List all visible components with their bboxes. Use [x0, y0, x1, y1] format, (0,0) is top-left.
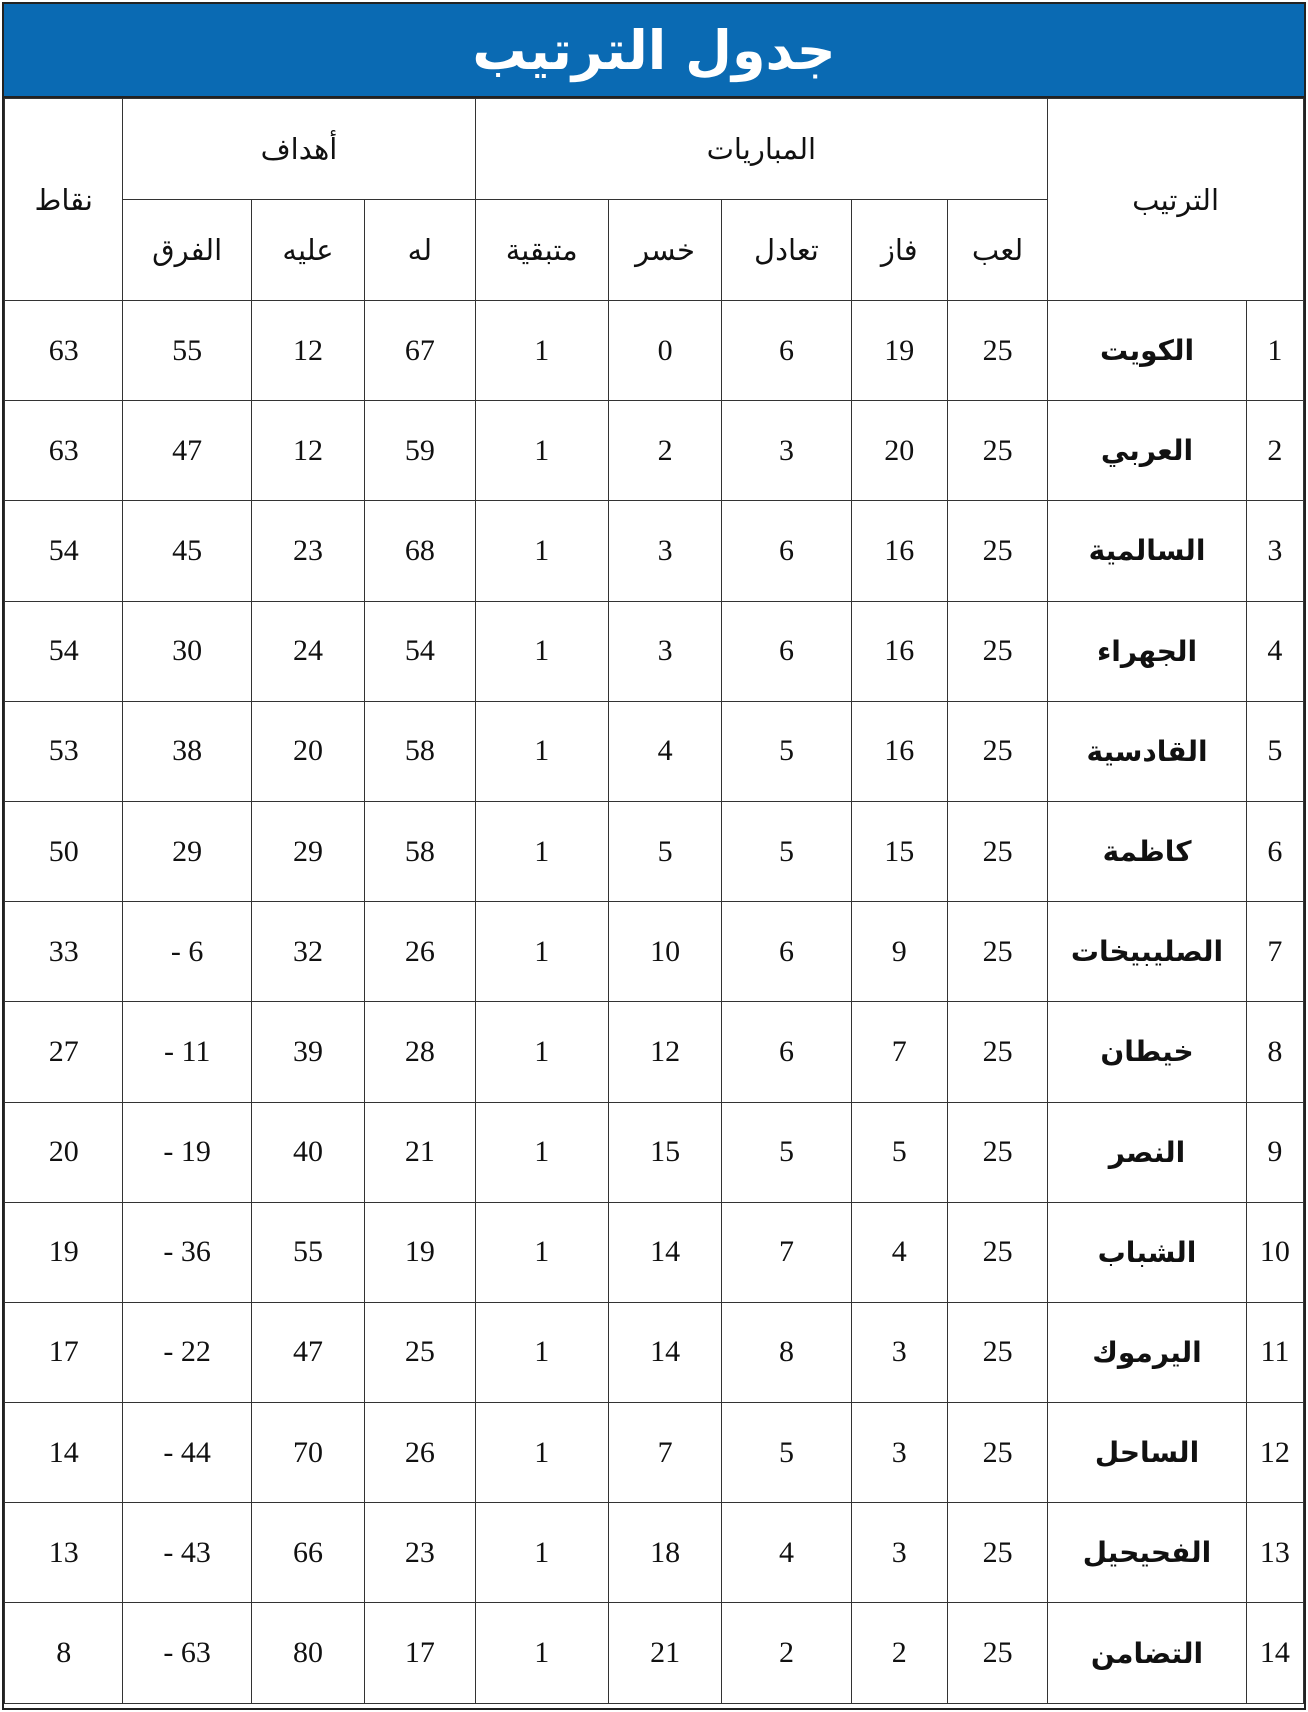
points-cell: 14 — [5, 1403, 123, 1503]
goals-against-cell: 12 — [251, 401, 364, 501]
played-cell: 25 — [947, 701, 1047, 801]
standings-body — [5, 301, 1304, 1704]
played-cell: 25 — [947, 1202, 1047, 1302]
drawn-cell: 2 — [722, 1603, 851, 1703]
table-row — [5, 1403, 1304, 1503]
goals-against-cell: 23 — [251, 501, 364, 601]
won-cell: 16 — [851, 601, 947, 701]
goal-diff-cell: 30 — [123, 601, 251, 701]
won-cell: 16 — [851, 501, 947, 601]
drawn-cell: 6 — [722, 301, 851, 401]
won-cell: 3 — [851, 1503, 947, 1603]
drawn-cell: 5 — [722, 801, 851, 901]
remaining-cell: 1 — [475, 902, 608, 1002]
remaining-cell: 1 — [475, 1102, 608, 1202]
points-cell: 63 — [5, 301, 123, 401]
rank-cell: 2 — [1246, 401, 1303, 501]
team-cell: كاظمة — [1048, 801, 1247, 901]
rank-cell: 8 — [1246, 1002, 1303, 1102]
lost-cell: 14 — [608, 1202, 721, 1302]
team-cell: الكويت — [1048, 301, 1247, 401]
drawn-cell: 4 — [722, 1503, 851, 1603]
standings-frame — [2, 2, 1306, 1710]
goals-against-cell: 40 — [251, 1102, 364, 1202]
rank-cell: 9 — [1246, 1102, 1303, 1202]
team-cell: الفحيحيل — [1048, 1503, 1247, 1603]
played-cell: 25 — [947, 902, 1047, 1002]
played-cell: 25 — [947, 1102, 1047, 1202]
rank-cell: 14 — [1246, 1603, 1303, 1703]
lost-cell: 3 — [608, 601, 721, 701]
header-matches: المباريات — [475, 99, 1048, 200]
goals-for-cell: 58 — [365, 701, 475, 801]
won-cell: 3 — [851, 1302, 947, 1402]
rank-cell: 1 — [1246, 301, 1303, 401]
team-cell: التضامن — [1048, 1603, 1247, 1703]
remaining-cell: 1 — [475, 301, 608, 401]
goals-for-cell: 59 — [365, 401, 475, 501]
lost-cell: 3 — [608, 501, 721, 601]
page-title: جدول الترتيب — [4, 4, 1304, 98]
remaining-cell: 1 — [475, 1503, 608, 1603]
drawn-cell: 8 — [722, 1302, 851, 1402]
header-remaining: متبقية — [475, 200, 608, 301]
rank-cell: 7 — [1246, 902, 1303, 1002]
points-cell: 8 — [5, 1603, 123, 1703]
goals-against-cell: 12 — [251, 301, 364, 401]
table-row — [5, 701, 1304, 801]
won-cell: 3 — [851, 1403, 947, 1503]
goals-for-cell: 25 — [365, 1302, 475, 1402]
goals-against-cell: 47 — [251, 1302, 364, 1402]
goals-against-cell: 70 — [251, 1403, 364, 1503]
header-lost: خسر — [608, 200, 721, 301]
table-row — [5, 801, 1304, 901]
points-cell: 63 — [5, 401, 123, 501]
table-row — [5, 601, 1304, 701]
rank-cell: 3 — [1246, 501, 1303, 601]
table-row — [5, 1002, 1304, 1102]
played-cell: 25 — [947, 1302, 1047, 1402]
played-cell: 25 — [947, 1603, 1047, 1703]
goals-for-cell: 58 — [365, 801, 475, 901]
team-cell: السالمية — [1048, 501, 1247, 601]
played-cell: 25 — [947, 401, 1047, 501]
goal-diff-cell: 22 - — [123, 1302, 251, 1402]
points-cell: 54 — [5, 601, 123, 701]
rank-cell: 5 — [1246, 701, 1303, 801]
team-cell: القادسية — [1048, 701, 1247, 801]
points-cell: 20 — [5, 1102, 123, 1202]
goals-for-cell: 26 — [365, 1403, 475, 1503]
team-cell: اليرموك — [1048, 1302, 1247, 1402]
header-goals-against: عليه — [251, 200, 364, 301]
remaining-cell: 1 — [475, 501, 608, 601]
goals-against-cell: 32 — [251, 902, 364, 1002]
drawn-cell: 3 — [722, 401, 851, 501]
remaining-cell: 1 — [475, 401, 608, 501]
won-cell: 9 — [851, 902, 947, 1002]
goal-diff-cell: 45 — [123, 501, 251, 601]
goal-diff-cell: 19 - — [123, 1102, 251, 1202]
points-cell: 17 — [5, 1302, 123, 1402]
goals-for-cell: 26 — [365, 902, 475, 1002]
goals-against-cell: 20 — [251, 701, 364, 801]
won-cell: 15 — [851, 801, 947, 901]
lost-cell: 2 — [608, 401, 721, 501]
goals-for-cell: 17 — [365, 1603, 475, 1703]
goals-against-cell: 29 — [251, 801, 364, 901]
goals-for-cell: 21 — [365, 1102, 475, 1202]
table-row — [5, 1202, 1304, 1302]
lost-cell: 21 — [608, 1603, 721, 1703]
goal-diff-cell: 29 — [123, 801, 251, 901]
goals-for-cell: 67 — [365, 301, 475, 401]
team-cell: النصر — [1048, 1102, 1247, 1202]
goals-for-cell: 54 — [365, 601, 475, 701]
goals-for-cell: 19 — [365, 1202, 475, 1302]
lost-cell: 10 — [608, 902, 721, 1002]
points-cell: 54 — [5, 501, 123, 601]
table-row — [5, 301, 1304, 401]
rank-cell: 12 — [1246, 1403, 1303, 1503]
rank-cell: 11 — [1246, 1302, 1303, 1402]
rank-cell: 13 — [1246, 1503, 1303, 1603]
played-cell: 25 — [947, 1403, 1047, 1503]
header-rank: الترتيب — [1048, 99, 1304, 301]
table-row — [5, 1503, 1304, 1603]
goal-diff-cell: 36 - — [123, 1202, 251, 1302]
drawn-cell: 5 — [722, 1102, 851, 1202]
goals-against-cell: 55 — [251, 1202, 364, 1302]
header-goals-for: له — [365, 200, 475, 301]
team-cell: خيطان — [1048, 1002, 1247, 1102]
drawn-cell: 5 — [722, 1403, 851, 1503]
goal-diff-cell: 47 — [123, 401, 251, 501]
table-row — [5, 1102, 1304, 1202]
points-cell: 33 — [5, 902, 123, 1002]
goals-against-cell: 80 — [251, 1603, 364, 1703]
team-cell: العربي — [1048, 401, 1247, 501]
goal-diff-cell: 63 - — [123, 1603, 251, 1703]
remaining-cell: 1 — [475, 801, 608, 901]
lost-cell: 12 — [608, 1002, 721, 1102]
rank-cell: 4 — [1246, 601, 1303, 701]
lost-cell: 18 — [608, 1503, 721, 1603]
table-row — [5, 902, 1304, 1002]
lost-cell: 7 — [608, 1403, 721, 1503]
table-row — [5, 1302, 1304, 1402]
team-cell: الصليبيخات — [1048, 902, 1247, 1002]
header-won: فاز — [851, 200, 947, 301]
team-cell: الجهراء — [1048, 601, 1247, 701]
goal-diff-cell: 55 — [123, 301, 251, 401]
rank-cell: 10 — [1246, 1202, 1303, 1302]
header-goal-diff: الفرق — [123, 200, 251, 301]
remaining-cell: 1 — [475, 1002, 608, 1102]
lost-cell: 5 — [608, 801, 721, 901]
remaining-cell: 1 — [475, 1302, 608, 1402]
standings-table — [4, 98, 1304, 1704]
goals-against-cell: 24 — [251, 601, 364, 701]
drawn-cell: 5 — [722, 701, 851, 801]
points-cell: 53 — [5, 701, 123, 801]
goal-diff-cell: 11 - — [123, 1002, 251, 1102]
lost-cell: 14 — [608, 1302, 721, 1402]
header-played: لعب — [947, 200, 1047, 301]
drawn-cell: 6 — [722, 902, 851, 1002]
team-cell: الشباب — [1048, 1202, 1247, 1302]
drawn-cell: 7 — [722, 1202, 851, 1302]
header-points: نقاط — [5, 99, 123, 301]
table-row — [5, 401, 1304, 501]
goals-for-cell: 23 — [365, 1503, 475, 1603]
remaining-cell: 1 — [475, 1202, 608, 1302]
won-cell: 2 — [851, 1603, 947, 1703]
lost-cell: 4 — [608, 701, 721, 801]
goal-diff-cell: 43 - — [123, 1503, 251, 1603]
won-cell: 16 — [851, 701, 947, 801]
header-drawn: تعادل — [722, 200, 851, 301]
played-cell: 25 — [947, 1002, 1047, 1102]
goal-diff-cell: 6 - — [123, 902, 251, 1002]
won-cell: 20 — [851, 401, 947, 501]
drawn-cell: 6 — [722, 1002, 851, 1102]
goals-for-cell: 68 — [365, 501, 475, 601]
team-cell: الساحل — [1048, 1403, 1247, 1503]
won-cell: 19 — [851, 301, 947, 401]
points-cell: 50 — [5, 801, 123, 901]
remaining-cell: 1 — [475, 1403, 608, 1503]
points-cell: 13 — [5, 1503, 123, 1603]
goals-against-cell: 66 — [251, 1503, 364, 1603]
rank-cell: 6 — [1246, 801, 1303, 901]
points-cell: 27 — [5, 1002, 123, 1102]
goals-against-cell: 39 — [251, 1002, 364, 1102]
played-cell: 25 — [947, 801, 1047, 901]
table-row — [5, 1603, 1304, 1703]
lost-cell: 15 — [608, 1102, 721, 1202]
table-row — [5, 501, 1304, 601]
played-cell: 25 — [947, 601, 1047, 701]
played-cell: 25 — [947, 1503, 1047, 1603]
drawn-cell: 6 — [722, 601, 851, 701]
points-cell: 19 — [5, 1202, 123, 1302]
remaining-cell: 1 — [475, 1603, 608, 1703]
won-cell: 5 — [851, 1102, 947, 1202]
played-cell: 25 — [947, 301, 1047, 401]
header-goals: أهداف — [123, 99, 475, 200]
won-cell: 7 — [851, 1002, 947, 1102]
goals-for-cell: 28 — [365, 1002, 475, 1102]
goal-diff-cell: 44 - — [123, 1403, 251, 1503]
lost-cell: 0 — [608, 301, 721, 401]
won-cell: 4 — [851, 1202, 947, 1302]
goal-diff-cell: 38 — [123, 701, 251, 801]
drawn-cell: 6 — [722, 501, 851, 601]
played-cell: 25 — [947, 501, 1047, 601]
remaining-cell: 1 — [475, 701, 608, 801]
remaining-cell: 1 — [475, 601, 608, 701]
